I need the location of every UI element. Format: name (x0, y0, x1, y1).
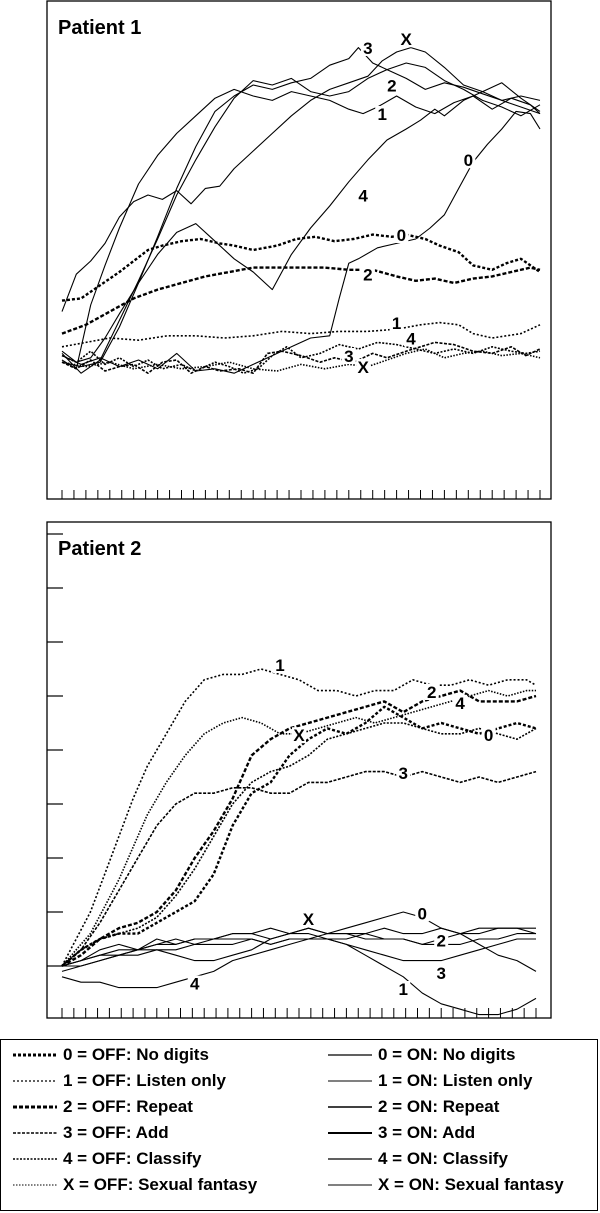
series-label-on-2: 2 (436, 931, 446, 951)
series-label-on-1: 1 (377, 105, 387, 124)
series-label-on-2: 2 (387, 76, 397, 96)
legend-label-off-0: 0 = OFF: No digits (63, 1045, 209, 1064)
series-label-off-0: 0 (483, 726, 494, 746)
series-label-on-0: 0 (417, 904, 427, 924)
patient-2-series-labels (188, 656, 496, 999)
patient-1-x-ticks (62, 490, 540, 499)
legend (0, 1039, 598, 1211)
series-line-off-1 (62, 323, 540, 347)
patient-1-title: Patient 1 (58, 17, 142, 39)
series-line-on-x (62, 48, 540, 312)
legend-label-off-1: 1 = OFF: Listen only (63, 1071, 226, 1090)
legend-label-off-2: 2 = OFF: Repeat (63, 1097, 193, 1116)
series-label-on-0: 0 (463, 151, 474, 171)
patient-2-axis-ticks (47, 534, 536, 1018)
patient-2-title: Patient 2 (58, 538, 142, 560)
series-line-on-4 (62, 928, 536, 987)
series-line-on-2 (62, 63, 540, 373)
legend-label-on-2: 2 = ON: Repeat (378, 1097, 500, 1116)
series-line-on-4 (62, 92, 540, 363)
legend-label-on-3: 3 = ON: Add (378, 1123, 476, 1142)
series-line-on-1 (62, 89, 540, 368)
legend-label-on-4: 4 = ON: Classify (378, 1149, 508, 1168)
series-label-off-1: 1 (391, 314, 402, 333)
legend-label-on-x: X = ON: Sexual fantasy (378, 1175, 564, 1194)
series-label-on-x: X (400, 30, 412, 50)
series-label-on-4: 4 (358, 186, 368, 206)
series-label-off-3: 3 (344, 347, 354, 366)
patient-2-frame (47, 522, 551, 1018)
series-label-off-3: 3 (398, 764, 409, 783)
series-line-on-3 (62, 48, 540, 367)
legend-label-off-4: 4 = OFF: Classify (63, 1149, 202, 1168)
series-label-off-1: 1 (275, 656, 285, 675)
series-label-off-x: X (293, 726, 305, 746)
series-label-off-x: X (357, 358, 369, 377)
series-line-off-1 (62, 669, 536, 966)
legend-label-on-1: 1 = ON: Listen only (378, 1071, 533, 1090)
patient-1-series (62, 48, 540, 374)
legend-label-on-0: 0 = ON: No digits (378, 1045, 516, 1064)
series-line-off-2 (62, 265, 540, 334)
series-label-off-2: 2 (363, 265, 373, 285)
series-line-off-0 (62, 707, 536, 966)
series-label-on-3: 3 (436, 963, 446, 983)
series-line-off-x (62, 349, 540, 371)
series-label-on-4: 4 (189, 974, 200, 994)
series-label-off-4: 4 (406, 329, 416, 349)
series-label-on-3: 3 (363, 39, 373, 58)
series-label-on-x: X (302, 909, 315, 929)
series-label-off-2: 2 (426, 683, 437, 702)
series-label-off-4: 4 (455, 693, 465, 713)
series-label-on-1: 1 (398, 980, 409, 999)
legend-label-off-3: 3 = OFF: Add (63, 1123, 169, 1142)
patient-1-frame (47, 1, 551, 499)
legend-label-off-x: X = OFF: Sexual fantasy (63, 1175, 258, 1194)
patient-2-series (62, 669, 536, 1015)
series-line-on-1 (62, 934, 536, 1015)
series-line-off-4 (62, 723, 536, 966)
series-label-off-0: 0 (396, 226, 407, 245)
